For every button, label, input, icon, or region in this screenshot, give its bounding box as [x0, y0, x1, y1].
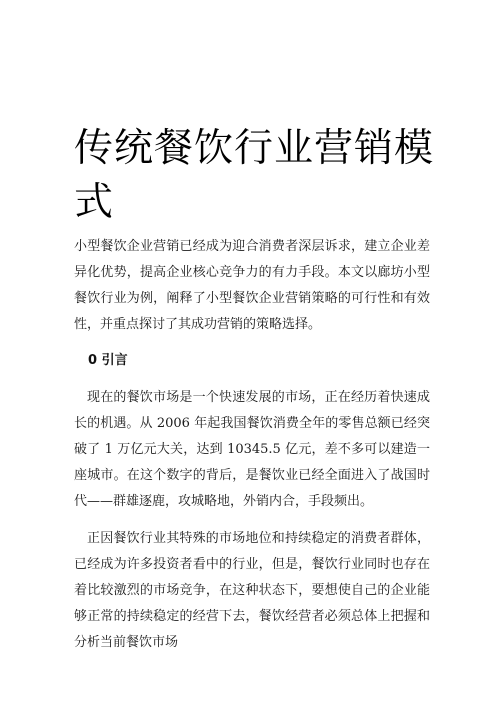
document-title: 传统餐饮行业营销模式	[74, 126, 435, 225]
body-paragraph: 正因餐饮行业其特殊的市场地位和持续稳定的消费者群体，已经成为许多投资者看中的行业，但是，餐饮行业同时也存在着比较激烈的市场竞争，在这种状态下，要想使自己的企业能够正常的持续稳定的经营下去，餐饮经营者必须总体上把握和分析当前餐饮市场	[74, 531, 430, 650]
section-heading: 0 引言	[88, 353, 128, 368]
abstract-paragraph: 小型餐饮企业营销已经成为迎合消费者深层诉求，建立企业差异化优势，提高企业核心竞争力的有力手段。本文以廊坊小型餐饮行业为例，阐释了小型餐饮企业营销策略的可行性和有效性，并重点探讨了其成功营销的策略选择。	[74, 239, 430, 332]
body-paragraph: 现在的餐饮市场是一个快速发展的市场，正在经历着快速成长的机遇。从 2006 年起我国餐饮消费全年的零售总额已经突破了 1 万亿元大关，达到 10345.5 亿元，差不多可以建造一座城市。在这个数字的背后，是餐饮业已经全面进入了战国时代——群雄逐鹿，攻城略地，外销内合，手段频出。	[74, 390, 430, 509]
